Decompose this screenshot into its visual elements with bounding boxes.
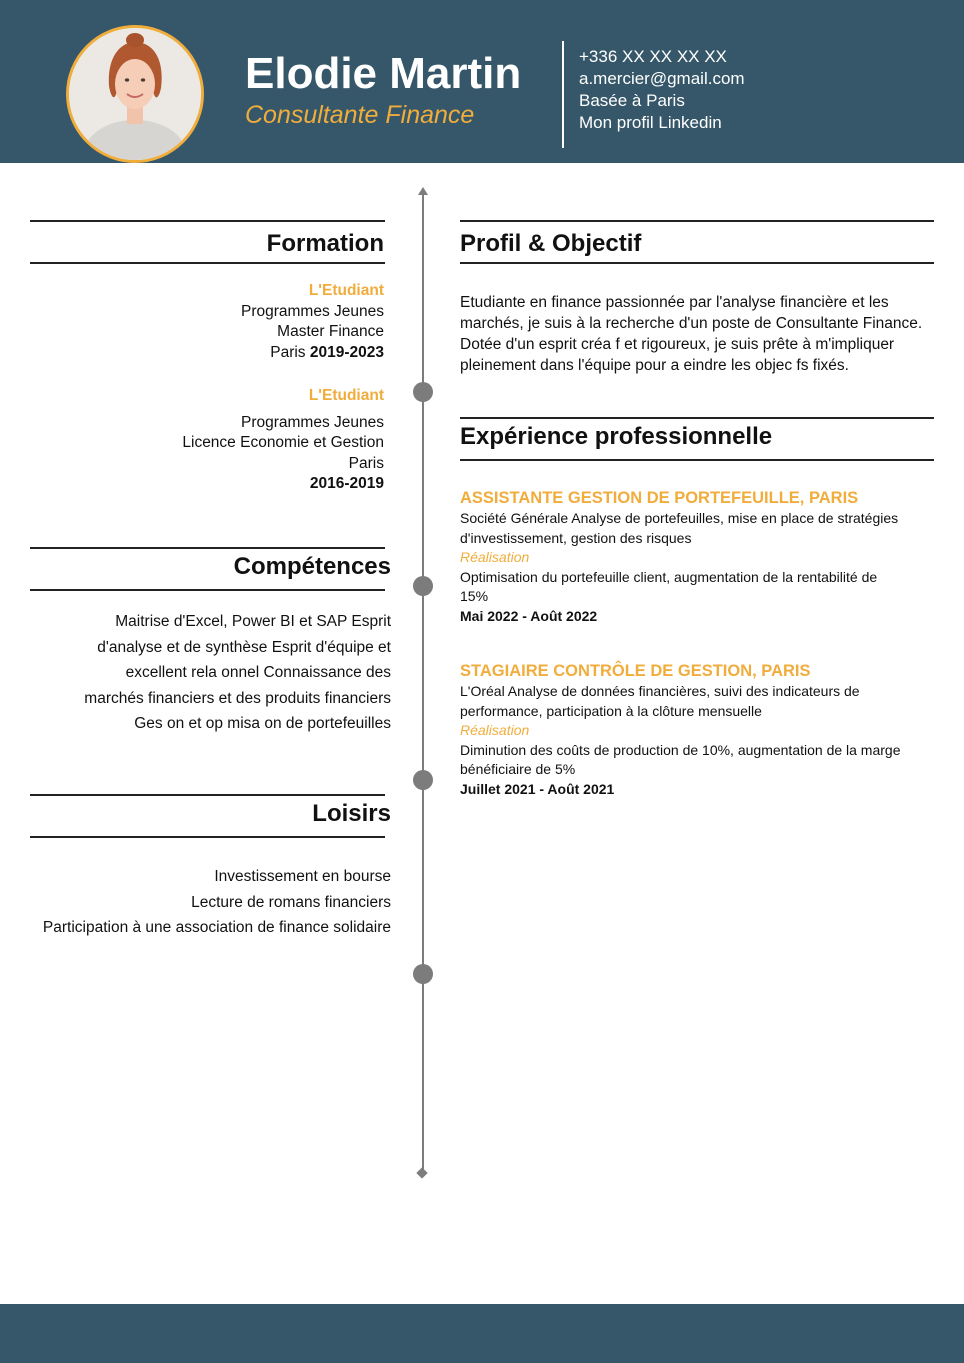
experience-realisation-line: Diminution des coûts de production de 10%, augmentation de la marge: [460, 741, 901, 758]
formation-school: L'Etudiant: [308, 282, 384, 299]
experience-dates: Juillet 2021 - Août 2021: [460, 780, 615, 797]
loisir-item: Investissement en bourse: [214, 868, 391, 885]
experience-dates: Mai 2022 - Août 2022: [460, 607, 598, 624]
competence-line: Maitrise d'Excel, Power BI et SAP Esprit: [115, 613, 391, 630]
loisir-item: Lecture de romans financiers: [191, 893, 391, 911]
experience-realisation-label: Réalisation: [460, 549, 530, 565]
contact-location: Basée à Paris: [579, 91, 685, 110]
competences-heading: Compétences: [233, 553, 391, 580]
experience-realisation-line: 15%: [460, 588, 489, 604]
profil-line: marchés, je suis à la recherche d'un poste de Consultante Finance.: [460, 315, 923, 332]
section-rule: [30, 220, 385, 222]
loisir-item: Participation à une association de finance solidaire: [42, 919, 391, 936]
competence-line: excellent rela onnel Connaissance des: [125, 664, 391, 681]
section-rule: [30, 547, 385, 549]
timeline-dot: [413, 576, 433, 596]
timeline-dot: [413, 964, 433, 984]
formation-school: L'Etudiant: [308, 387, 384, 404]
section-rule: [460, 220, 934, 222]
timeline-end-diamond-icon: [416, 1167, 427, 1178]
experience-heading: Expérience professionnelle: [460, 423, 773, 450]
formation-program: Programmes Jeunes: [240, 413, 384, 431]
avatar: [66, 25, 204, 163]
competences-list: [30, 609, 391, 737]
contact-linkedin-link[interactable]: Mon profil Linkedin: [579, 113, 722, 132]
experience-title: ASSISTANTE GESTION DE PORTEFEUILLE, PARIS: [460, 489, 859, 507]
candidate-name: Elodie Martin: [245, 49, 522, 98]
section-rule: [30, 262, 385, 264]
timeline-dot: [413, 770, 433, 790]
section-rule: [460, 459, 934, 461]
portrait-image: [69, 28, 201, 160]
contact-block: [579, 46, 745, 134]
formation-years: 2016-2019: [309, 475, 384, 492]
experience-realisation-line: bénéficiaire de 5%: [460, 761, 576, 777]
experience-entry: [460, 660, 940, 799]
profil-line: Dotée d'un esprit créa f et rigoureux, je suis prête à m'impliquer: [460, 336, 895, 353]
formation-degree: Master Finance: [277, 323, 384, 340]
experience-realisation-label: Réalisation: [460, 722, 530, 738]
formation-city-years: [30, 343, 384, 364]
section-rule: [460, 417, 934, 419]
formation-entry: [30, 386, 384, 495]
profil-line: pleinement dans l'équipe pour a eindre les objec fs fixés.: [460, 357, 849, 374]
experience-desc-line: L'Oréal Analyse de données financières, suivi des indicateurs de: [460, 683, 860, 699]
loisirs-list: [20, 864, 391, 941]
timeline-arrow-up-icon: [418, 187, 428, 195]
formation-heading: Formation: [266, 230, 384, 257]
candidate-title: Consultante Finance: [245, 101, 475, 129]
section-rule: [30, 794, 385, 796]
section-rule: [30, 589, 385, 591]
formation-entry: [30, 281, 384, 363]
header-divider: [562, 41, 564, 148]
competence-line: marchés financiers et des produits financiers: [84, 689, 391, 707]
experience-entry: [460, 487, 940, 626]
timeline-dot: [413, 382, 433, 402]
footer-banner: [0, 1304, 964, 1363]
experience-title: STAGIAIRE CONTRÔLE DE GESTION, PARIS: [460, 662, 811, 680]
experience-desc-line: Société Générale Analyse de portefeuilles, mise en place de stratégies: [460, 510, 899, 526]
section-rule: [30, 836, 385, 838]
contact-phone[interactable]: +336 XX XX XX XX: [579, 47, 727, 66]
formation-years: 2019-2023: [309, 343, 384, 361]
competence-line: d'analyse et de synthèse Esprit d'équipe et: [97, 638, 391, 656]
contact-email[interactable]: a.mercier@gmail.com: [579, 69, 745, 88]
competence-line: Ges on et op misa on de portefeuilles: [134, 715, 391, 732]
formation-program: Programmes Jeunes: [240, 302, 384, 320]
section-rule: [460, 262, 934, 264]
formation-city: Paris: [270, 343, 306, 361]
experience-realisation-line: Optimisation du portefeuille client, augmentation de la rentabilité de: [460, 568, 878, 585]
timeline-line: [422, 192, 424, 1174]
experience-desc-line: d'investissement, gestion des risques: [460, 529, 692, 546]
profil-text: [460, 292, 945, 376]
profil-heading: Profil & Objectif: [460, 230, 642, 257]
formation-degree: Licence Economie et Gestion: [182, 434, 384, 451]
formation-city: Paris: [348, 454, 384, 472]
experience-desc-line: performance, participation à la clôture mensuelle: [460, 702, 762, 719]
loisirs-heading: Loisirs: [312, 800, 391, 827]
profil-line: Etudiante en finance passionnée par l'analyse financière et les: [460, 294, 889, 311]
